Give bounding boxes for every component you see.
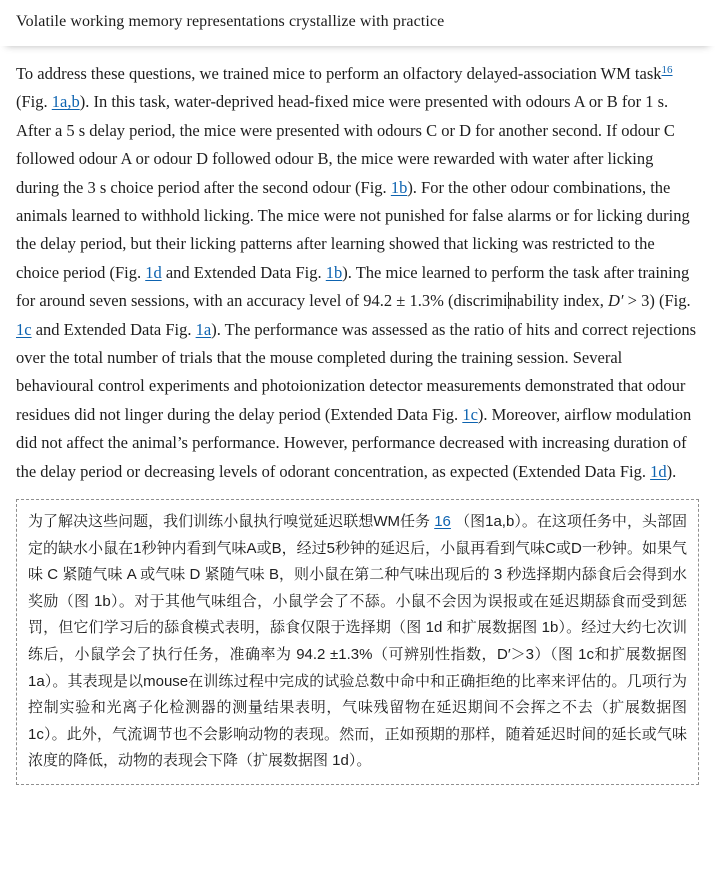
article-header bbox=[0, 0, 715, 46]
paragraph-english: To address these questions, we trained mice to perform an olfactory delayed-association WM task$^{16}$ (Fig. 1a,b). In this task, water-deprived head-fixed mice were presented with odours A or B for 1 s. After a 5 s delay period, the mice were presented with odours C or D for another second. If odour C followed odour A or odour D followed odour B, the mice were rewarded with water after licking during the 3 s choice period after the second odour (Fig. 1b). For the other odour combinations, the animals learned to withhold licking. The mice were not punished for false alarms or for licking during the delay period, but their licking patterns after learning showed that licking was restricted to the choice period (Fig. 1d and Extended Data Fig. 1b). The mice learned to perform the task after training for around seven sessions, with an accuracy level of 94.2 ± 1.3% (discriminability index, D′ > 3) (Fig. 1c and Extended Data Fig. 1a). The performance was assessed as the ratio of hits and correct rejections over the total number of trials that the mouse completed during the training session. Several behavioural control experiments and photoionization detector measurements demonstrated that odour residues did not linger during the delay period (Extended Data Fig. 1c). Moreover, airflow modulation did not affect the animal’s performance. However, performance decreased with increasing duration of the delay period or decreasing levels of odorant concentration, as expected (Extended Data Fig. 1d). bbox=[16, 60, 699, 486]
figure-1d-link[interactable]: 1d bbox=[145, 262, 162, 282]
reference-16-link-zh[interactable]: 16 bbox=[434, 513, 451, 531]
reference-16-link[interactable]: 16 bbox=[661, 63, 673, 76]
translation-box bbox=[16, 499, 699, 785]
text-caret bbox=[508, 292, 509, 309]
figure-1c-link[interactable]: 1c bbox=[16, 319, 32, 339]
article-body bbox=[0, 46, 715, 785]
paragraph-chinese-translation: 为了解决这些问题，我们训练小鼠执行嗅觉延迟联想WM任务 16 （图1a,b）。在这项任务中，头部固定的缺水小鼠在1秒钟内看到气味A或B，经过5秒钟的延迟后，小鼠再看到气味C或D一秒钟。如果气味 C 紧随气味 A 或气味 D 紧随气味 B，则小鼠在第二种气味出现后的 3 秒选择期内舔食后会得到水奖励（图 1b）。对于其他气味组合，小鼠学会了不舔。小鼠不会因为误报或在延迟期舔食而受到惩罚，但它们学习后的舔食模式表明，舔食仅限于选择期（图 1d 和扩展数据图 1b）。经过大约七次训练后，小鼠学会了执行任务，准确率为 94.2 ±1.3%（可辨别性指数，D′＞3）（图 1c和扩展数据图 1a）。其表现是以mouse在训练过程中完成的试验总数中命中和正确拒绝的比率来评估的。几项行为控制实验和光离子化检测器的测量结果表明，气味残留物在延迟期间不会挥之不去（扩展数据图 1c）。此外，气流调节也不会影响动物的表现。然而，正如预期的那样，随着延迟时间的延长或气味浓度的降低，动物的表现会下降（扩展数据图 1d）。 bbox=[28, 513, 687, 770]
extended-data-figure-1c-link[interactable]: 1c bbox=[462, 404, 478, 424]
variable-name: D′ bbox=[608, 291, 624, 311]
figure-1b-link[interactable]: 1b bbox=[390, 177, 408, 197]
reference-superscript bbox=[662, 61, 673, 76]
page-title: Volatile working memory representations crystallize with practice bbox=[16, 13, 445, 30]
extended-data-figure-1d-link[interactable]: 1d bbox=[650, 461, 667, 481]
extended-data-figure-1b-link[interactable]: 1b bbox=[325, 262, 343, 282]
extended-data-figure-1a-link[interactable]: 1a bbox=[195, 319, 212, 339]
figure-1ab-link[interactable]: 1a,b bbox=[51, 92, 80, 112]
